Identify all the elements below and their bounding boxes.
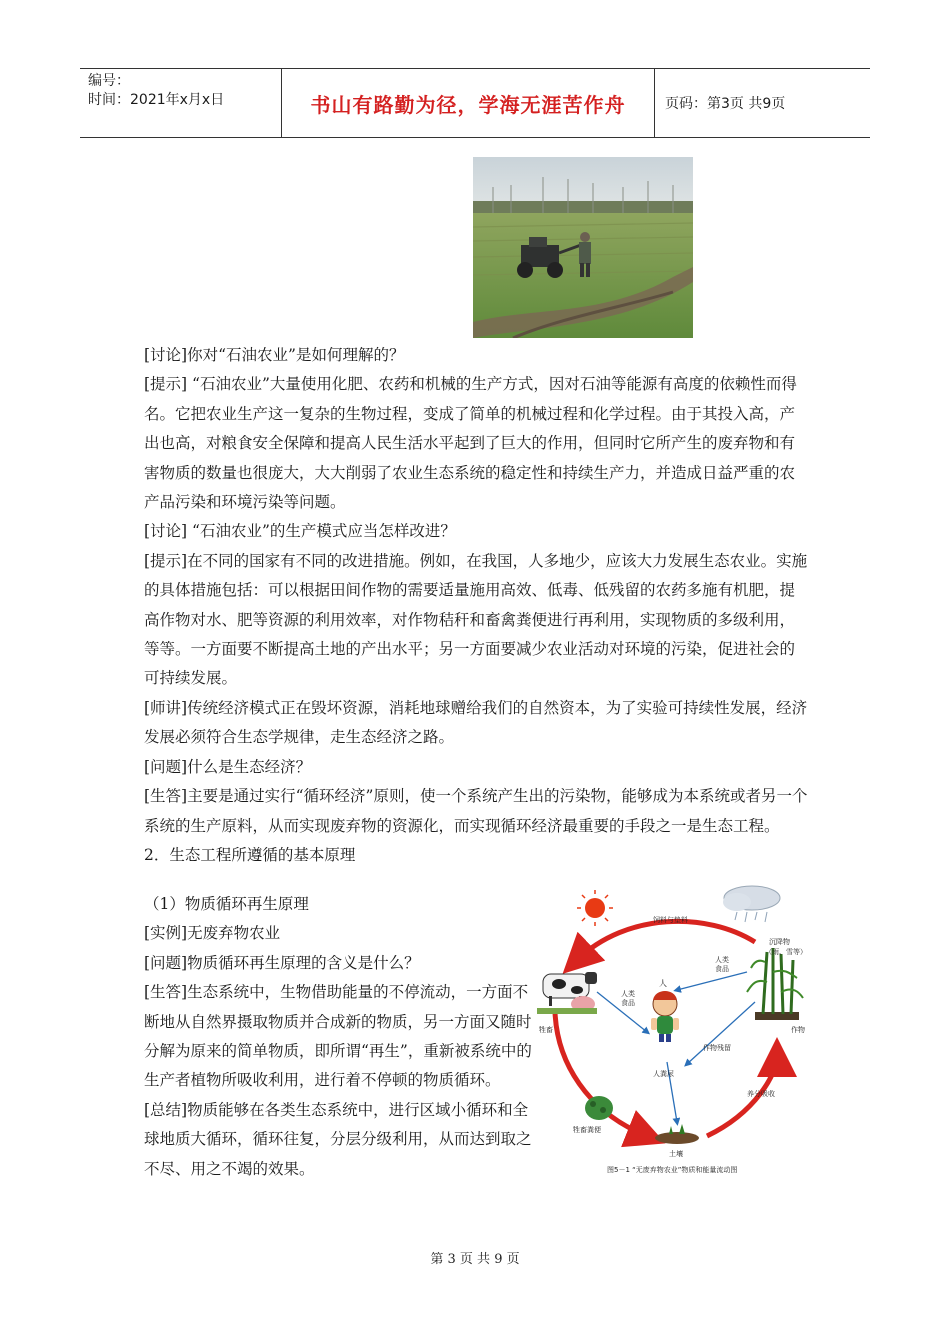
header-meta <box>80 69 282 137</box>
paragraph-discussion-2: [讨论] “石油农业”的生产模式应当怎样改进？ <box>144 522 456 541</box>
cloud-icon <box>723 886 780 922</box>
paragraph-answer-1: [生答]主要是通过实行“循环经济”原则，使一个系统产生出的污染物，能够成为本系统或者另一个系统的生产原料，从而实现废弃物的资源化，而实现循环经济最重要的手段之一是生态工程。 <box>144 787 808 835</box>
label-precip: 沉降物 <box>769 938 790 946</box>
paragraph-teacher: [师讲]传统经济模式正在毁坏资源，消耗地球赠给我们的自然资本，为了实验可持续性发展，经济发展必须符合生态学规律，走生态经济之路。 <box>144 698 808 747</box>
cycle-diagram <box>537 882 809 1178</box>
header-motto: 书山有路勤为径，学海无涯苦作舟 <box>282 69 655 137</box>
label-excreta: 人粪尿 <box>653 1070 674 1078</box>
main-text-top <box>144 341 808 870</box>
arrow-feed <box>577 921 755 960</box>
crop-icon <box>747 948 803 1020</box>
livestock-icon <box>537 972 597 1014</box>
section-heading: 2．生态工程所遵循的基本原理 <box>144 845 356 864</box>
label-human: 人 <box>659 979 667 988</box>
label-nutrient: 养分吸收 <box>747 1090 775 1098</box>
label-precip-sub: （雨、雪等） <box>765 948 807 956</box>
label-residue: 作物残留 <box>703 1044 731 1052</box>
paragraph-hint-1: [提示] “石油农业”大量使用化肥、农药和机械的生产方式，因对石油等能源有高度的依赖性而得名。它把农业生产这一复杂的生物过程，变成了简单的机械过程和化学过程。由于其投入高，产出也高，对粮食安全保障和提高人民生活水平起到了巨大的作用，但同时它所产生的废弃物和有害物质的数量也很庞大，大大削弱了农业生态系统的稳定性和持续生产力，并造成日益严重的农产品污染和环境污染等问题。 <box>144 375 797 512</box>
label-feed: 饲料与垫料 <box>653 916 688 924</box>
paragraph-answer-2: [生答]生态系统中，生物借助能量的不停流动，一方面不断地从自然界摄取物质并合成新的物质，另一方面又随时分解为原来的简单物质，即所谓“再生”，重新被系统中的生产者植物所吸收利用，进行着不停顿的物质循环。 <box>144 983 532 1090</box>
arrow-human-food-left <box>597 992 647 1032</box>
label-human-food-left2: 食品 <box>621 999 635 1007</box>
field-tractor-photo <box>473 157 693 338</box>
paragraph-question-1: [问题]什么是生态经济？ <box>144 757 312 776</box>
label-soil: 土壤 <box>669 1150 683 1158</box>
header-page-number: 页码：第3页 共9页 <box>665 96 786 112</box>
diagram-caption: 图5－1 “无废弃物农业”物质和能量流动图 <box>607 1166 738 1174</box>
label-human-food-left: 人类 <box>621 990 635 998</box>
header-date: 时间：2021年x月x日 <box>88 92 225 108</box>
page-footer: 第 3 页 共 9 页 <box>430 1252 520 1267</box>
cycle-diagram-svg <box>537 882 809 1178</box>
paragraph-summary: [总结]物质能够在各类生态系统中，进行区域小循环和全球地质大循环，循环往复，分层分级利用，从而达到取之不尽、用之不竭的效果。 <box>144 1100 532 1178</box>
soil-icon <box>655 1124 699 1144</box>
label-livestock: 牲畜 <box>539 1026 553 1034</box>
label-manure: 牲畜粪便 <box>573 1126 601 1134</box>
sun-icon <box>577 890 613 926</box>
manure-icon <box>585 1096 613 1120</box>
label-human-food-top2: 食品 <box>715 965 729 973</box>
label-crop: 作物 <box>791 1026 805 1034</box>
paragraph-discussion-1: [讨论]你对“石油农业”是如何理解的？ <box>144 346 405 364</box>
human-icon <box>651 991 679 1042</box>
paragraph-hint-2: [提示]在不同的国家有不同的改进措施。例如，在我国，人多地少，应该大力发展生态农业。实施的具体措施包括：可以根据田间作物的需要适量施用高效、低毒、低残留的农药多施有机肥，提高作物对水、肥等资源的利用效率，对作物秸秆和畜禽粪便进行再利用，实现物质的多级利用，等等。一方面要不断提高土地的产出水平；另一方面要减少农业活动对环境的污染，促进社会的可持续发展。 <box>144 551 808 688</box>
label-human-food-top: 人类 <box>715 956 729 964</box>
header-number: 编号： <box>88 73 130 89</box>
paragraph-question-2: [问题]物质循环再生原理的含义是什么？ <box>144 953 420 972</box>
arrow-residue <box>687 1002 755 1064</box>
arrow-human-food-top <box>677 972 747 990</box>
field-tractor-image <box>473 157 693 338</box>
paragraph-example: [实例]无废弃物农业 <box>144 924 281 943</box>
subsection-heading: （1）物质循环再生原理 <box>144 895 309 913</box>
page-header <box>80 68 870 138</box>
